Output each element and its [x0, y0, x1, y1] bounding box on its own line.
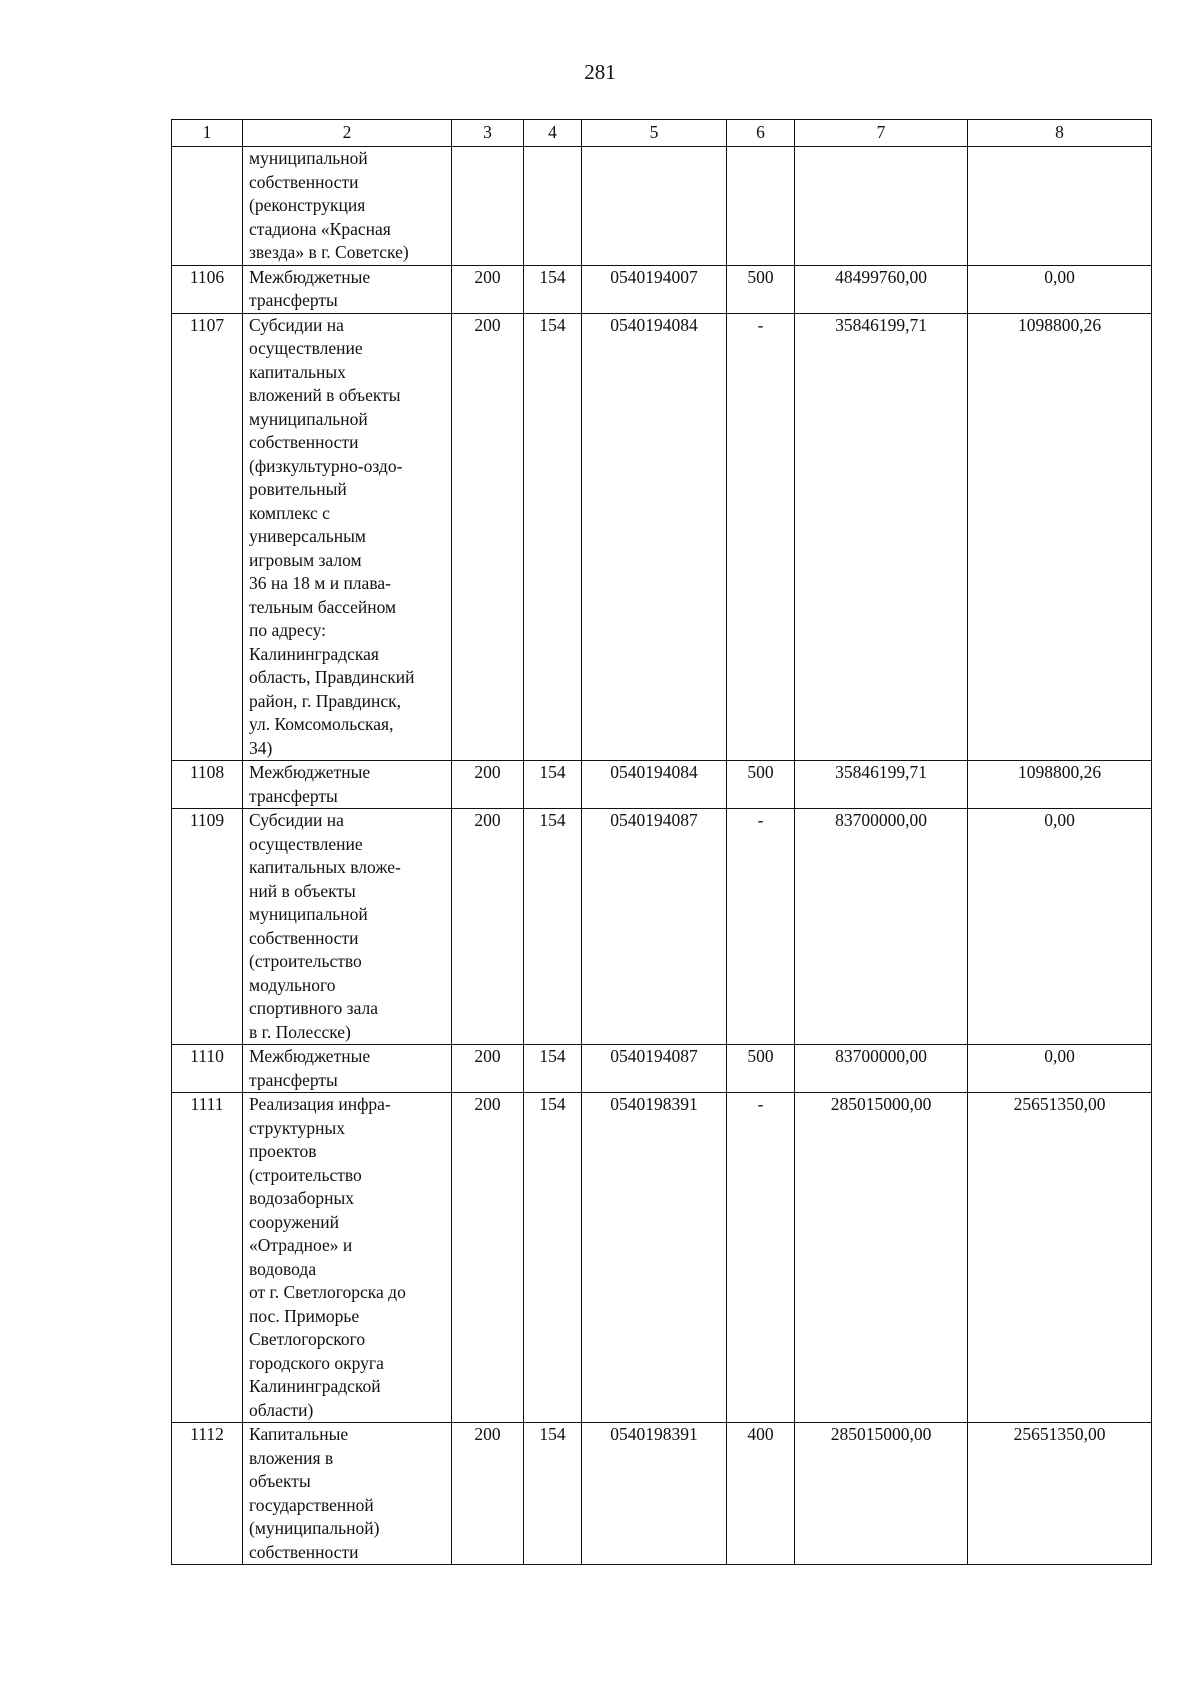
- column-3-cell: [452, 147, 524, 266]
- row-number-cell: 1106: [172, 265, 243, 313]
- column-4-cell: 154: [524, 1423, 582, 1565]
- table-body: [172, 147, 1152, 1565]
- column-4-cell: 154: [524, 761, 582, 809]
- description-line: вложений в объекты: [249, 385, 401, 405]
- row-number-cell: 1111: [172, 1093, 243, 1423]
- column-3-cell: 200: [452, 265, 524, 313]
- description-line: собственности: [249, 171, 359, 192]
- column-5-cell: [582, 147, 727, 266]
- column-7-amount-cell: 285015000,00: [795, 1423, 968, 1565]
- column-8-amount-cell: 0,00: [968, 265, 1152, 313]
- column-3-cell: 200: [452, 1423, 524, 1565]
- column-5-cell: 0540194084: [582, 313, 727, 761]
- description-line: структурных: [249, 1117, 345, 1138]
- column-header-1: 1: [172, 120, 243, 147]
- description-cell: [243, 1045, 452, 1093]
- column-7-amount-cell: [795, 147, 968, 266]
- description-line: трансферты: [249, 290, 338, 310]
- column-5-cell: 0540194087: [582, 809, 727, 1045]
- description-line: объекты: [249, 1471, 311, 1491]
- description-line: проектов: [249, 1141, 317, 1161]
- description-line: в г. Полесске): [249, 1021, 351, 1042]
- description-line: спортивного зала: [249, 998, 378, 1018]
- column-3-cell: 200: [452, 1093, 524, 1423]
- description-line: (муниципальной): [249, 1518, 380, 1538]
- column-6-cell: 400: [727, 1423, 795, 1565]
- row-number-cell: 1107: [172, 313, 243, 761]
- description-cell: [243, 761, 452, 809]
- description-line: по адресу:: [249, 620, 327, 640]
- row-number-cell: 1108: [172, 761, 243, 809]
- description-line: игровым залом: [249, 549, 362, 570]
- row-number-cell: 1112: [172, 1423, 243, 1565]
- table-row: [172, 313, 1152, 761]
- description-line: стадиона «Красная: [249, 218, 391, 239]
- column-3-cell: 200: [452, 809, 524, 1045]
- description-line: капитальных: [249, 361, 346, 382]
- column-header-6: 6: [727, 120, 795, 147]
- description-line: муниципальной: [249, 148, 368, 168]
- description-line: собственности: [249, 927, 359, 948]
- header-row: [172, 120, 1152, 147]
- description-line: Субсидии на: [249, 314, 344, 335]
- description-line: собственности: [249, 432, 359, 452]
- description-line: трансферты: [249, 1069, 338, 1090]
- column-4-cell: 154: [524, 313, 582, 761]
- table-row: [172, 1045, 1152, 1093]
- column-5-cell: 0540194087: [582, 1045, 727, 1093]
- column-5-cell: 0540198391: [582, 1093, 727, 1423]
- column-6-cell: -: [727, 809, 795, 1045]
- table-row: [172, 809, 1152, 1045]
- description-line: от г. Светлогорска до: [249, 1282, 406, 1302]
- description-line: капитальных вложе-: [249, 857, 401, 877]
- column-7-amount-cell: 35846199,71: [795, 313, 968, 761]
- description-line: собственности: [249, 1541, 359, 1562]
- description-line: водовода: [249, 1258, 317, 1279]
- column-6-cell: [727, 147, 795, 266]
- description-line: сооружений: [249, 1211, 340, 1232]
- description-line: муниципальной: [249, 408, 368, 429]
- column-6-cell: 500: [727, 265, 795, 313]
- description-line: Межбюджетные: [249, 762, 371, 782]
- column-6-cell: 500: [727, 761, 795, 809]
- description-cell: [243, 809, 452, 1045]
- column-8-amount-cell: 1098800,26: [968, 313, 1152, 761]
- description-line: пос. Приморье: [249, 1305, 360, 1326]
- description-line: 34): [249, 737, 273, 758]
- description-line: водозаборных: [249, 1188, 354, 1208]
- table-row: [172, 1093, 1152, 1423]
- column-header-7: 7: [795, 120, 968, 147]
- description-line: универсальным: [249, 526, 366, 546]
- column-7-amount-cell: 48499760,00: [795, 265, 968, 313]
- description-line: звезда» в г. Советске): [249, 242, 409, 262]
- column-5-cell: 0540194007: [582, 265, 727, 313]
- column-3-cell: 200: [452, 1045, 524, 1093]
- description-line: городского округа: [249, 1352, 384, 1373]
- column-header-2: 2: [243, 120, 452, 147]
- row-number-cell: [172, 147, 243, 266]
- description-line: муниципальной: [249, 904, 368, 924]
- description-line: район, г. Правдинск,: [249, 690, 401, 711]
- column-7-amount-cell: 35846199,71: [795, 761, 968, 809]
- description-cell: [243, 1093, 452, 1423]
- column-8-amount-cell: 0,00: [968, 1045, 1152, 1093]
- column-header-5: 5: [582, 120, 727, 147]
- description-line: Калининградской: [249, 1376, 381, 1396]
- description-line: ний в объекты: [249, 880, 356, 901]
- column-5-cell: 0540198391: [582, 1423, 727, 1565]
- description-line: модульного: [249, 974, 336, 995]
- description-line: Межбюджетные: [249, 266, 371, 287]
- description-line: осуществление: [249, 338, 363, 358]
- description-line: (строительство: [249, 1164, 362, 1185]
- column-header-4: 4: [524, 120, 582, 147]
- column-8-amount-cell: 0,00: [968, 809, 1152, 1045]
- description-line: государственной: [249, 1494, 374, 1515]
- column-3-cell: 200: [452, 313, 524, 761]
- column-6-cell: -: [727, 1093, 795, 1423]
- column-8-amount-cell: [968, 147, 1152, 266]
- table-row: [172, 761, 1152, 809]
- column-4-cell: 154: [524, 809, 582, 1045]
- table-row: [172, 147, 1152, 266]
- description-line: Реализация инфра-: [249, 1094, 391, 1114]
- description-line: Межбюджетные: [249, 1046, 371, 1066]
- column-8-amount-cell: 25651350,00: [968, 1093, 1152, 1423]
- column-8-amount-cell: 25651350,00: [968, 1423, 1152, 1565]
- description-cell: [243, 313, 452, 761]
- description-line: область, Правдинский: [249, 667, 415, 687]
- column-7-amount-cell: 83700000,00: [795, 1045, 968, 1093]
- description-line: ровительный: [249, 479, 347, 499]
- description-line: вложения в: [249, 1447, 334, 1468]
- description-line: «Отрадное» и: [249, 1235, 353, 1255]
- description-line: области): [249, 1399, 314, 1420]
- column-4-cell: 154: [524, 1093, 582, 1423]
- table-row: [172, 265, 1152, 313]
- description-line: (физкультурно-оздо-: [249, 455, 403, 476]
- description-line: 36 на 18 м и плава-: [249, 573, 391, 593]
- description-line: комплекс с: [249, 502, 330, 523]
- description-line: осуществление: [249, 833, 363, 854]
- column-8-amount-cell: 1098800,26: [968, 761, 1152, 809]
- budget-table: [171, 119, 1152, 1565]
- description-line: тельным бассейном: [249, 596, 397, 617]
- column-6-cell: -: [727, 313, 795, 761]
- column-7-amount-cell: 285015000,00: [795, 1093, 968, 1423]
- column-3-cell: 200: [452, 761, 524, 809]
- row-number-cell: 1109: [172, 809, 243, 1045]
- column-4-cell: 154: [524, 1045, 582, 1093]
- description-line: ул. Комсомольская,: [249, 714, 394, 734]
- column-7-amount-cell: 83700000,00: [795, 809, 968, 1045]
- column-6-cell: 500: [727, 1045, 795, 1093]
- column-5-cell: 0540194084: [582, 761, 727, 809]
- column-header-3: 3: [452, 120, 524, 147]
- column-4-cell: 154: [524, 265, 582, 313]
- description-line: Светлогорского: [249, 1329, 366, 1349]
- row-number-cell: 1110: [172, 1045, 243, 1093]
- description-cell: [243, 147, 452, 266]
- description-cell: [243, 1423, 452, 1565]
- description-line: (строительство: [249, 951, 362, 971]
- description-line: трансферты: [249, 785, 338, 806]
- description-line: Калининградская: [249, 643, 379, 664]
- description-line: Субсидии на: [249, 810, 344, 830]
- description-cell: [243, 265, 452, 313]
- column-4-cell: [524, 147, 582, 266]
- table-row: [172, 1423, 1152, 1565]
- page-number: 281: [584, 60, 616, 84]
- column-header-8: 8: [968, 120, 1152, 147]
- description-line: Капитальные: [249, 1424, 349, 1444]
- description-line: (реконструкция: [249, 195, 366, 215]
